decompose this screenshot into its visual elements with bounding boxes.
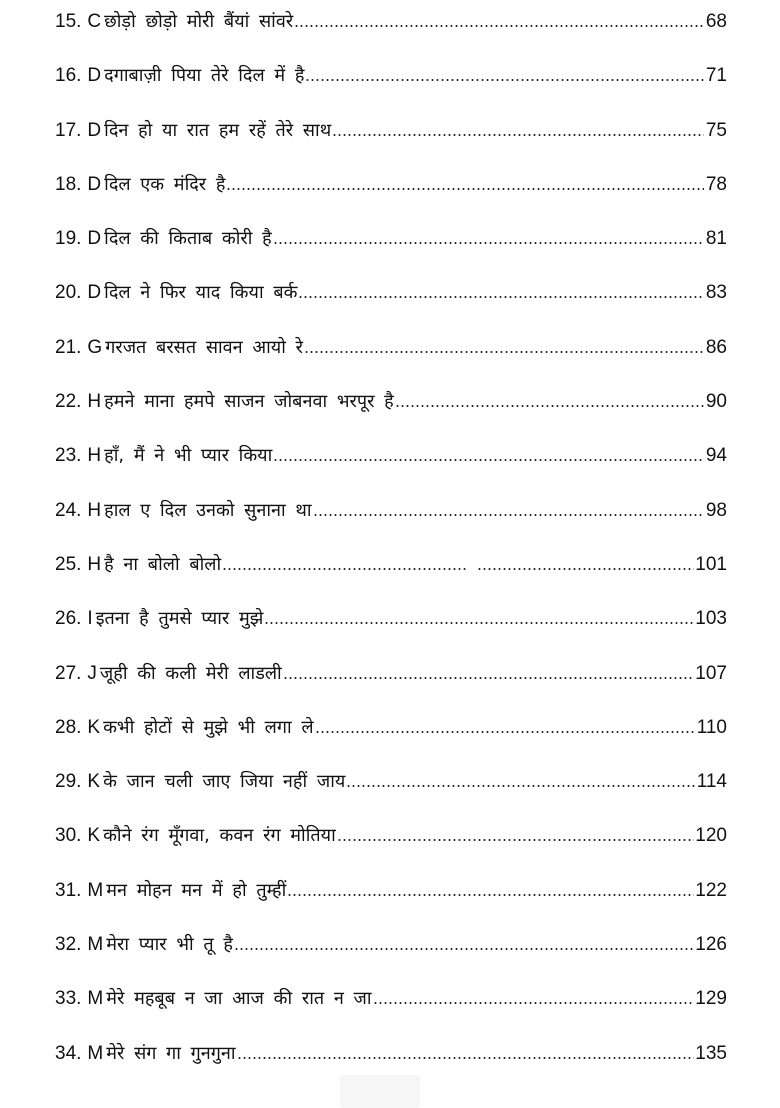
entry-number: 22. (55, 391, 82, 413)
entry-number: 26. (55, 608, 82, 630)
entry-page: 114 (696, 771, 727, 793)
entry-page: 110 (696, 716, 727, 738)
entry-page: 122 (695, 879, 727, 901)
entry-page: 81 (705, 228, 727, 250)
entry-number: 18. (55, 173, 82, 195)
entry-title: दगाबाज़ी पिया तेरे दिल में है (104, 65, 305, 87)
entry-page: 86 (705, 336, 727, 358)
toc-entry (55, 712, 727, 766)
entry-number: 23. (55, 445, 82, 467)
toc-entry (55, 440, 727, 494)
entry-letter: H (87, 553, 102, 575)
entry-title: मन मोहन मन में हो तुम्हीं (106, 879, 287, 901)
entry-page: 126 (695, 934, 727, 956)
entry-letter: M (87, 1042, 104, 1064)
toc-entry (55, 603, 727, 657)
entry-letter: H (87, 391, 102, 413)
dot-leader (283, 675, 695, 679)
entry-page: 90 (705, 391, 727, 413)
toc-entry (55, 929, 727, 983)
entry-page: 78 (705, 173, 727, 195)
entry-title: कभी होटों से मुझे भी लगा ले (103, 716, 314, 738)
entry-page: 135 (695, 1042, 727, 1064)
entry-letter: D (87, 65, 102, 87)
toc-entry (55, 983, 727, 1037)
entry-number: 29. (55, 771, 82, 793)
entry-letter: M (87, 934, 104, 956)
entry-page: 68 (705, 11, 727, 32)
entry-number: 31. (55, 879, 82, 901)
dot-leader (337, 837, 695, 841)
toc-entry (55, 766, 727, 820)
entry-letter: D (87, 282, 102, 304)
entry-page: 94 (705, 445, 727, 467)
toc-entry (55, 386, 727, 440)
dot-leader (237, 1055, 695, 1059)
entry-page: 120 (695, 825, 727, 847)
toc-entry (55, 495, 727, 549)
entry-page: 101 (695, 553, 727, 575)
entry-letter: K (87, 771, 101, 793)
entry-letter: C (87, 11, 102, 32)
toc-entry (55, 332, 727, 386)
dot-leader (313, 512, 704, 516)
entry-page: 83 (705, 282, 727, 304)
entry-title: के जान चली जाए जिया नहीं जाय (103, 771, 346, 793)
toc-entry (55, 223, 727, 277)
toc-entry (55, 6, 727, 60)
entry-letter: D (87, 228, 102, 250)
dot-leader (298, 294, 704, 298)
entry-number: 28. (55, 716, 82, 738)
entry-title: कौने रंग मूँगवा, कवन रंग मोतिया (103, 825, 336, 847)
entry-page: 129 (695, 988, 727, 1010)
entry-number: 30. (55, 825, 82, 847)
entry-letter: M (87, 988, 104, 1010)
entry-letter: H (87, 445, 102, 467)
entry-title: गरजत बरसत सावन आयो रे (105, 336, 303, 358)
dot-leader (373, 1000, 695, 1004)
dot-leader (222, 566, 694, 570)
entry-letter: D (87, 173, 102, 195)
dot-leader (226, 186, 704, 190)
dot-leader (332, 132, 704, 136)
entry-number: 15. (55, 11, 82, 32)
entry-letter: K (87, 716, 101, 738)
entry-title: हाँ, मैं ने भी प्यार किया (104, 445, 273, 467)
entry-letter: M (87, 879, 104, 901)
entry-letter: H (87, 499, 102, 521)
entry-title: छोड़ो छोड़ो मोरी बैंयां सांवरे (104, 11, 294, 32)
entry-letter: J (87, 662, 97, 684)
entry-title: दिल एक मंदिर है (104, 173, 226, 195)
entry-title: दिल ने फिर याद किया बर्क (104, 282, 298, 304)
scan-smudge (340, 1075, 420, 1108)
entry-title: है ना बोलो बोलो (104, 553, 222, 575)
toc-entry (55, 820, 727, 874)
entry-letter: D (87, 119, 102, 141)
dot-leader (273, 457, 704, 461)
entry-title: जूही की कली मेरी लाडली (99, 662, 282, 684)
entry-page: 71 (705, 65, 727, 87)
entry-number: 20. (55, 282, 82, 304)
dot-leader (304, 349, 704, 353)
entry-title: मेरे संग गा गुनगुना (106, 1042, 236, 1064)
entry-page: 75 (705, 119, 727, 141)
entry-title: मेरे महबूब न जा आज की रात न जा (106, 988, 372, 1010)
entry-title: इतना है तुमसे प्यार मुझे (95, 608, 264, 630)
toc-entry (55, 549, 727, 603)
entry-title: दिन हो या रात हम रहें तेरे साथ (104, 119, 332, 141)
entry-number: 32. (55, 934, 82, 956)
toc-entry (55, 277, 727, 331)
toc-entry (55, 658, 727, 712)
dot-leader (287, 892, 694, 896)
dot-leader (294, 23, 704, 27)
toc-entry (55, 60, 727, 114)
entry-letter: G (87, 336, 103, 358)
dot-leader (315, 729, 696, 733)
dot-leader (234, 946, 694, 950)
entry-letter: I (87, 608, 93, 630)
dot-leader (395, 403, 704, 407)
table-of-contents (55, 6, 727, 1092)
entry-page: 103 (695, 608, 727, 630)
dot-leader (273, 240, 704, 244)
entry-page: 98 (705, 499, 727, 521)
entry-number: 17. (55, 119, 82, 141)
entry-letter: K (87, 825, 101, 847)
entry-number: 16. (55, 65, 82, 87)
entry-title: मेरा प्यार भी तू है (106, 934, 233, 956)
dot-leader (305, 77, 704, 81)
entry-title: हमने माना हमपे साजन जोबनवा भरपूर है (104, 391, 394, 413)
entry-number: 24. (55, 499, 82, 521)
entry-number: 21. (55, 336, 82, 358)
entry-number: 19. (55, 228, 82, 250)
entry-number: 34. (55, 1042, 82, 1064)
entry-page: 107 (695, 662, 727, 684)
entry-number: 33. (55, 988, 82, 1010)
entry-number: 25. (55, 553, 82, 575)
toc-entry (55, 875, 727, 929)
dot-leader (264, 620, 694, 624)
entry-number: 27. (55, 662, 82, 684)
toc-entry (55, 169, 727, 223)
entry-title: दिल की किताब कोरी है (104, 228, 272, 250)
toc-entry (55, 115, 727, 169)
dot-leader (346, 783, 695, 787)
entry-title: हाल ए दिल उनको सुनाना था (104, 499, 312, 521)
